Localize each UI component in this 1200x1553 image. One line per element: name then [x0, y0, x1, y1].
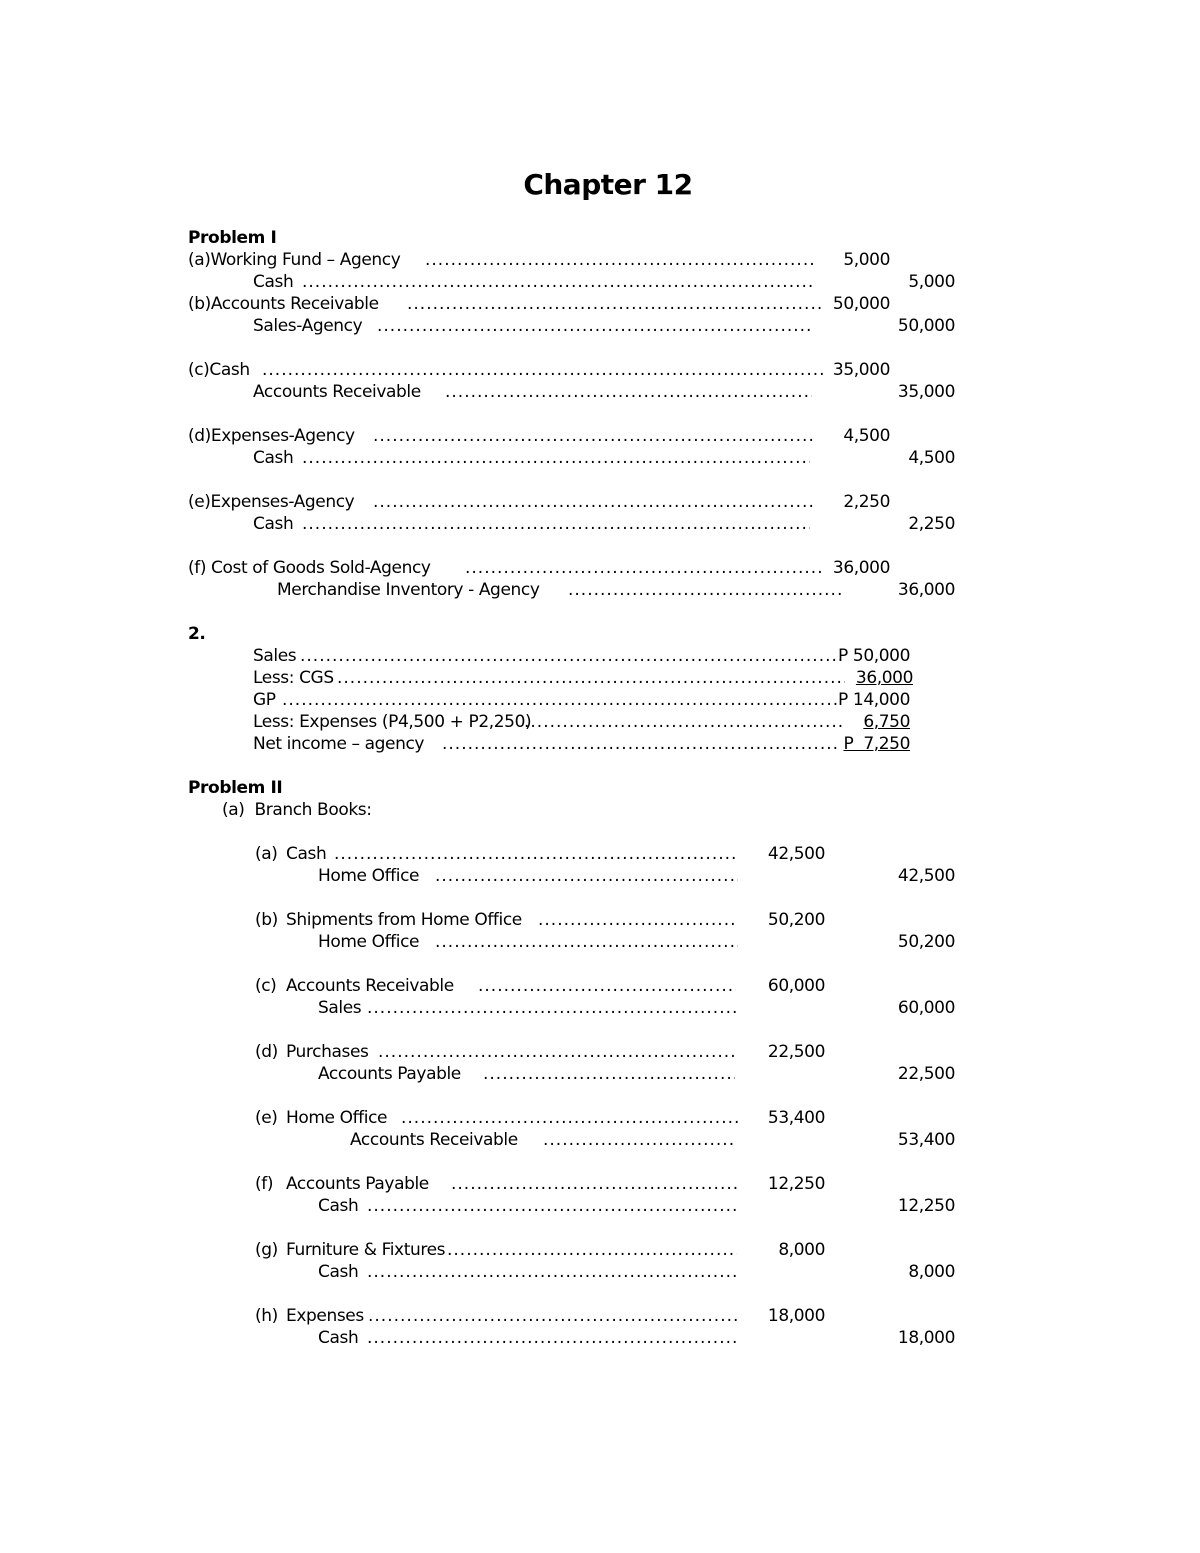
journal-debit-account: (d)Expenses-Agency [188, 426, 355, 446]
journal-credit-account: Merchandise Inventory - Agency [277, 580, 540, 600]
credit-amount: 2,250 [908, 514, 955, 534]
journal-credit-account: Accounts Receivable [253, 382, 421, 402]
debit-amount: 4,500 [843, 426, 890, 446]
debit-amount: 22,500 [767, 1042, 825, 1062]
dot-leader [407, 293, 825, 315]
journal-debit-account: Expenses [286, 1306, 364, 1326]
credit-amount: 4,500 [908, 448, 955, 468]
journal-credit-account: Home Office [318, 932, 420, 952]
dot-leader [483, 1063, 735, 1085]
journal-credit-account: Home Office [318, 866, 420, 886]
dot-leader [302, 513, 810, 535]
credit-amount: 42,500 [897, 866, 955, 886]
statement-line-label: Sales [253, 646, 297, 666]
dot-leader [368, 1305, 738, 1327]
problem-2-heading: Problem II [188, 778, 283, 798]
dot-leader [282, 689, 840, 711]
journal-credit-account: Sales-Agency [253, 316, 363, 336]
debit-amount: 36,000 [832, 558, 890, 578]
journal-credit-account: Cash [253, 514, 294, 534]
journal-debit-account: (a)Working Fund – Agency [188, 250, 401, 270]
journal-credit-account: Accounts Receivable [350, 1130, 518, 1150]
dot-leader [524, 711, 842, 733]
dot-leader [373, 425, 813, 447]
statement-amount: P 50,000 [838, 646, 910, 666]
dot-leader [442, 733, 840, 755]
dot-leader [445, 381, 812, 403]
dot-leader [425, 249, 815, 271]
journal-debit-account: Home Office [286, 1108, 388, 1128]
journal-debit-account: (b)Accounts Receivable [188, 294, 379, 314]
credit-amount: 8,000 [908, 1262, 955, 1282]
journal-credit-account: Cash [318, 1328, 359, 1348]
statement-line-label: Less: CGS [253, 668, 334, 688]
part-2-label: 2. [188, 624, 206, 644]
dot-leader [367, 1195, 738, 1217]
dot-leader [377, 315, 812, 337]
dot-leader [367, 997, 738, 1019]
dot-leader [478, 975, 736, 997]
dot-leader [568, 579, 843, 601]
entry-letter: (g) [255, 1240, 278, 1260]
journal-debit-account: Furniture & Fixtures [286, 1240, 446, 1260]
journal-debit-account: Purchases [286, 1042, 369, 1062]
statement-amount: 36,000 [855, 668, 913, 688]
credit-amount: 53,400 [897, 1130, 955, 1150]
debit-amount: 35,000 [832, 360, 890, 380]
debit-amount: 53,400 [767, 1108, 825, 1128]
dot-leader [435, 931, 738, 953]
debit-amount: 12,250 [767, 1174, 825, 1194]
page-title: Chapter 12 [523, 168, 693, 201]
credit-amount: 5,000 [908, 272, 955, 292]
journal-credit-account: Cash [318, 1196, 359, 1216]
problem-1-heading: Problem I [188, 228, 277, 248]
journal-credit-account: Cash [253, 448, 294, 468]
debit-amount: 8,000 [778, 1240, 825, 1260]
journal-debit-account: (c)Cash [188, 360, 250, 380]
debit-amount: 18,000 [767, 1306, 825, 1326]
statement-amount: 6,750 [863, 712, 910, 732]
entry-letter: (e) [255, 1108, 278, 1128]
dot-leader [337, 667, 845, 689]
debit-amount: 2,250 [843, 492, 890, 512]
credit-amount: 18,000 [897, 1328, 955, 1348]
debit-amount: 50,200 [767, 910, 825, 930]
dot-leader [373, 491, 813, 513]
journal-credit-account: Sales [318, 998, 362, 1018]
entry-letter: (b) [255, 910, 278, 930]
credit-amount: 50,000 [897, 316, 955, 336]
dot-leader [367, 1261, 738, 1283]
statement-line-label: GP [253, 690, 276, 710]
journal-credit-account: Accounts Payable [318, 1064, 461, 1084]
entry-letter: (f) [255, 1174, 274, 1194]
journal-debit-account: Accounts Payable [286, 1174, 429, 1194]
journal-debit-account: Cash [286, 844, 327, 864]
entry-letter: (a) [255, 844, 278, 864]
dot-leader [302, 271, 812, 293]
dot-leader [543, 1129, 736, 1151]
dot-leader [378, 1041, 738, 1063]
dot-leader [401, 1107, 738, 1129]
debit-amount: 42,500 [767, 844, 825, 864]
statement-amount: P 14,000 [838, 690, 910, 710]
credit-amount: 35,000 [897, 382, 955, 402]
credit-amount: 12,250 [897, 1196, 955, 1216]
journal-debit-account: (f) Cost of Goods Sold-Agency [188, 558, 431, 578]
dot-leader [302, 447, 810, 469]
journal-debit-account: Shipments from Home Office [286, 910, 522, 930]
statement-line-label: Less: Expenses (P4,500 + P2,250) [253, 712, 532, 732]
debit-amount: 60,000 [767, 976, 825, 996]
dot-leader [367, 1327, 738, 1349]
journal-debit-account: Accounts Receivable [286, 976, 454, 996]
dot-leader [334, 843, 739, 865]
journal-debit-account: (e)Expenses-Agency [188, 492, 355, 512]
statement-line-label: Net income – agency [253, 734, 425, 754]
dot-leader [451, 1173, 737, 1195]
credit-amount: 36,000 [897, 580, 955, 600]
debit-amount: 5,000 [843, 250, 890, 270]
journal-credit-account: Cash [318, 1262, 359, 1282]
dot-leader [262, 359, 824, 381]
dot-leader [465, 557, 825, 579]
dot-leader [538, 909, 738, 931]
statement-amount: P 7,250 [843, 734, 910, 754]
dot-leader [435, 865, 738, 887]
credit-amount: 60,000 [897, 998, 955, 1018]
credit-amount: 50,200 [897, 932, 955, 952]
journal-credit-account: Cash [253, 272, 294, 292]
dot-leader [300, 645, 840, 667]
entry-letter: (h) [255, 1306, 278, 1326]
credit-amount: 22,500 [897, 1064, 955, 1084]
dot-leader [447, 1239, 737, 1261]
entry-letter: (c) [255, 976, 277, 996]
problem-2-subheading: (a) Branch Books: [222, 800, 372, 820]
debit-amount: 50,000 [832, 294, 890, 314]
entry-letter: (d) [255, 1042, 278, 1062]
